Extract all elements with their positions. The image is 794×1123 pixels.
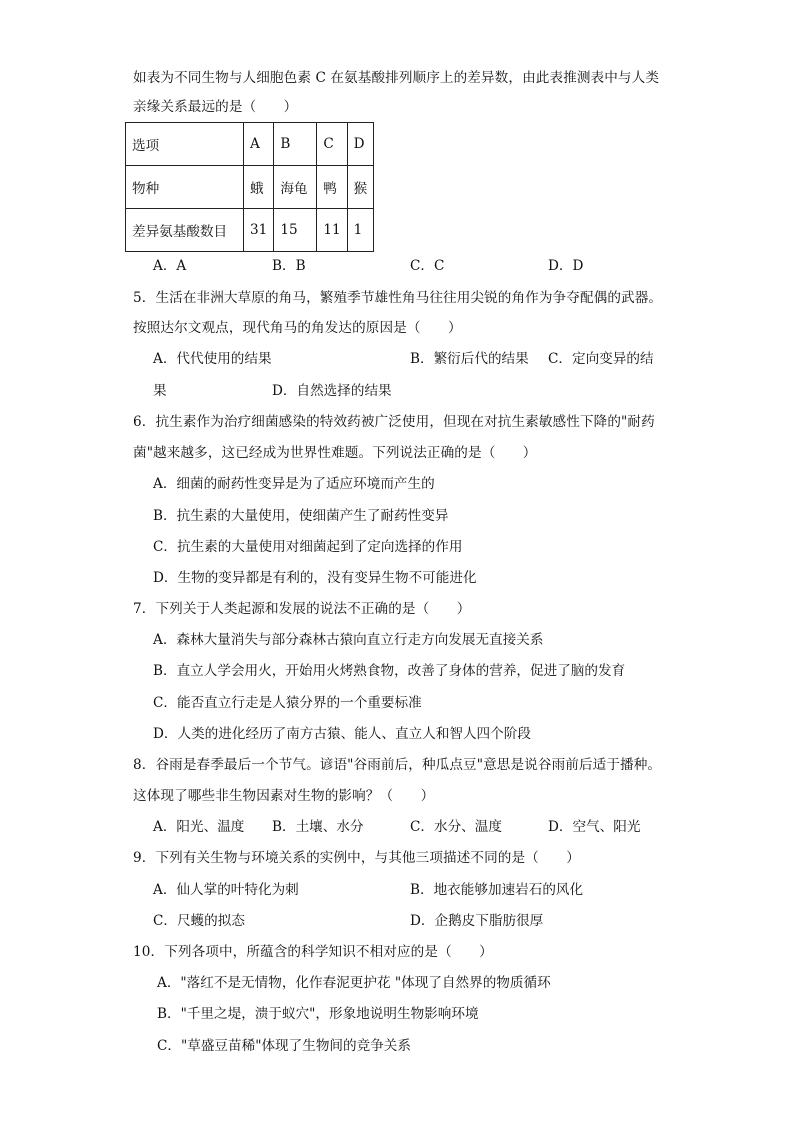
q6-option-b: B．抗生素的大量使用，使细菌产生了耐药性变异 — [153, 508, 449, 524]
table-cell: C — [317, 123, 347, 166]
table-cell: 差异氨基酸数目 — [126, 209, 244, 252]
q5-stem-line2: 按照达尔文观点，现代角马的角发达的原因是（ ） — [133, 320, 462, 336]
q9-option-a: A．仙人掌的叶特化为刺 — [153, 882, 299, 898]
q7-option-c: C．能否直立行走是人猿分界的一个重要标准 — [153, 695, 422, 711]
q9-option-c: C．尺蠖的拟态 — [153, 913, 245, 929]
q5-option-b: B．繁衍后代的结果 — [410, 351, 529, 367]
q5-option-a: A．代代使用的结果 — [153, 351, 272, 367]
table-cell: 海龟 — [274, 166, 317, 209]
q8-option-d: D．空气、阳光 — [548, 819, 641, 835]
q8-stem-line2: 这体现了哪些非生物因素对生物的影响？（ ） — [133, 788, 435, 804]
table-cell: 选项 — [126, 123, 244, 166]
table-row — [126, 166, 374, 209]
table-cell: D — [347, 123, 374, 166]
q5-option-d: D．自然选择的结果 — [272, 383, 392, 399]
q7-option-a: A．森林大量消失与部分森林古猿向直立行走方向发展无直接关系 — [153, 632, 544, 648]
q10-option-b: B．"千里之堤，溃于蚁穴"，形象地说明生物影响环境 — [157, 1006, 479, 1022]
q6-option-a: A．细菌的耐药性变异是为了适应环境而产生的 — [153, 476, 435, 492]
q4-option-b: B．B — [272, 258, 306, 274]
table-cell: 鸭 — [317, 166, 347, 209]
q4-option-a: A．A — [153, 258, 187, 274]
q8-option-a: A．阳光、温度 — [153, 819, 245, 835]
table-cell: 物种 — [126, 166, 244, 209]
q4-option-c: C．C — [410, 258, 445, 274]
q6-stem-line1: 6．抗生素作为治疗细菌感染的特效药被广泛使用，但现在对抗生素敏感性下降的"耐药 — [133, 414, 655, 430]
q8-stem-line1: 8．谷雨是春季最后一个节气。谚语"谷雨前后，种瓜点豆"意思是说谷雨前后适于播种。 — [133, 757, 662, 773]
q10-option-a: A．"落红不是无情物，化作春泥更护花 "体现了自然界的物质循环 — [157, 975, 551, 991]
table-cell: B — [274, 123, 317, 166]
table-cell: 猴 — [347, 166, 374, 209]
q7-option-b: B．直立人学会用火，开始用火烤熟食物，改善了身体的营养，促进了脑的发育 — [153, 663, 626, 679]
table-cell: A — [244, 123, 274, 166]
q6-stem-line2: 菌"越来越多，这已经成为世界性难题。下列说法正确的是（ ） — [133, 445, 537, 461]
q5-option-c-cont: 果 — [153, 383, 167, 399]
q8-option-b: B．土壤、水分 — [272, 819, 364, 835]
q6-option-c: C．抗生素的大量使用对细菌起到了定向选择的作用 — [153, 539, 463, 555]
difference-table — [125, 122, 374, 252]
table-cell: 15 — [274, 209, 317, 252]
q5-stem-line1: 5．生活在非洲大草原的角马，繁殖季节雄性角马往往用尖锐的角作为争夺配偶的武器。 — [133, 290, 663, 306]
table-cell: 1 — [347, 209, 374, 252]
q4-stem-line2: 亲缘关系最远的是（ ） — [133, 99, 298, 115]
q8-option-c: C．水分、温度 — [410, 819, 502, 835]
table-row — [126, 123, 374, 166]
q10-option-c: C．"草盛豆苗稀"体现了生物间的竞争关系 — [157, 1038, 411, 1054]
table-cell: 31 — [244, 209, 274, 252]
q9-option-b: B．地衣能够加速岩石的风化 — [410, 882, 584, 898]
q6-option-d: D．生物的变异都是有利的，没有变异生物不可能进化 — [153, 570, 477, 586]
q7-option-d: D．人类的进化经历了南方古猿、能人、直立人和智人四个阶段 — [153, 726, 531, 742]
table-cell: 11 — [317, 209, 347, 252]
q4-option-d: D．D — [548, 258, 584, 274]
q9-stem: 9．下列有关生物与环境关系的实例中，与其他三项描述不同的是（ ） — [133, 850, 580, 866]
table-row — [126, 209, 374, 252]
q10-stem: 10．下列各项中，所蕴含的科学知识不相对应的是（ ） — [133, 944, 493, 960]
q7-stem: 7．下列关于人类起源和发展的说法不正确的是（ ） — [133, 601, 471, 617]
q9-option-d: D．企鹅皮下脂肪很厚 — [410, 913, 544, 929]
table-cell: 蛾 — [244, 166, 274, 209]
q4-stem-line1: 如表为不同生物与人细胞色素 C 在氨基酸排列顺序上的差异数，由此表推测表中与人类 — [133, 70, 660, 86]
q5-option-c: C．定向变异的结 — [548, 351, 654, 367]
